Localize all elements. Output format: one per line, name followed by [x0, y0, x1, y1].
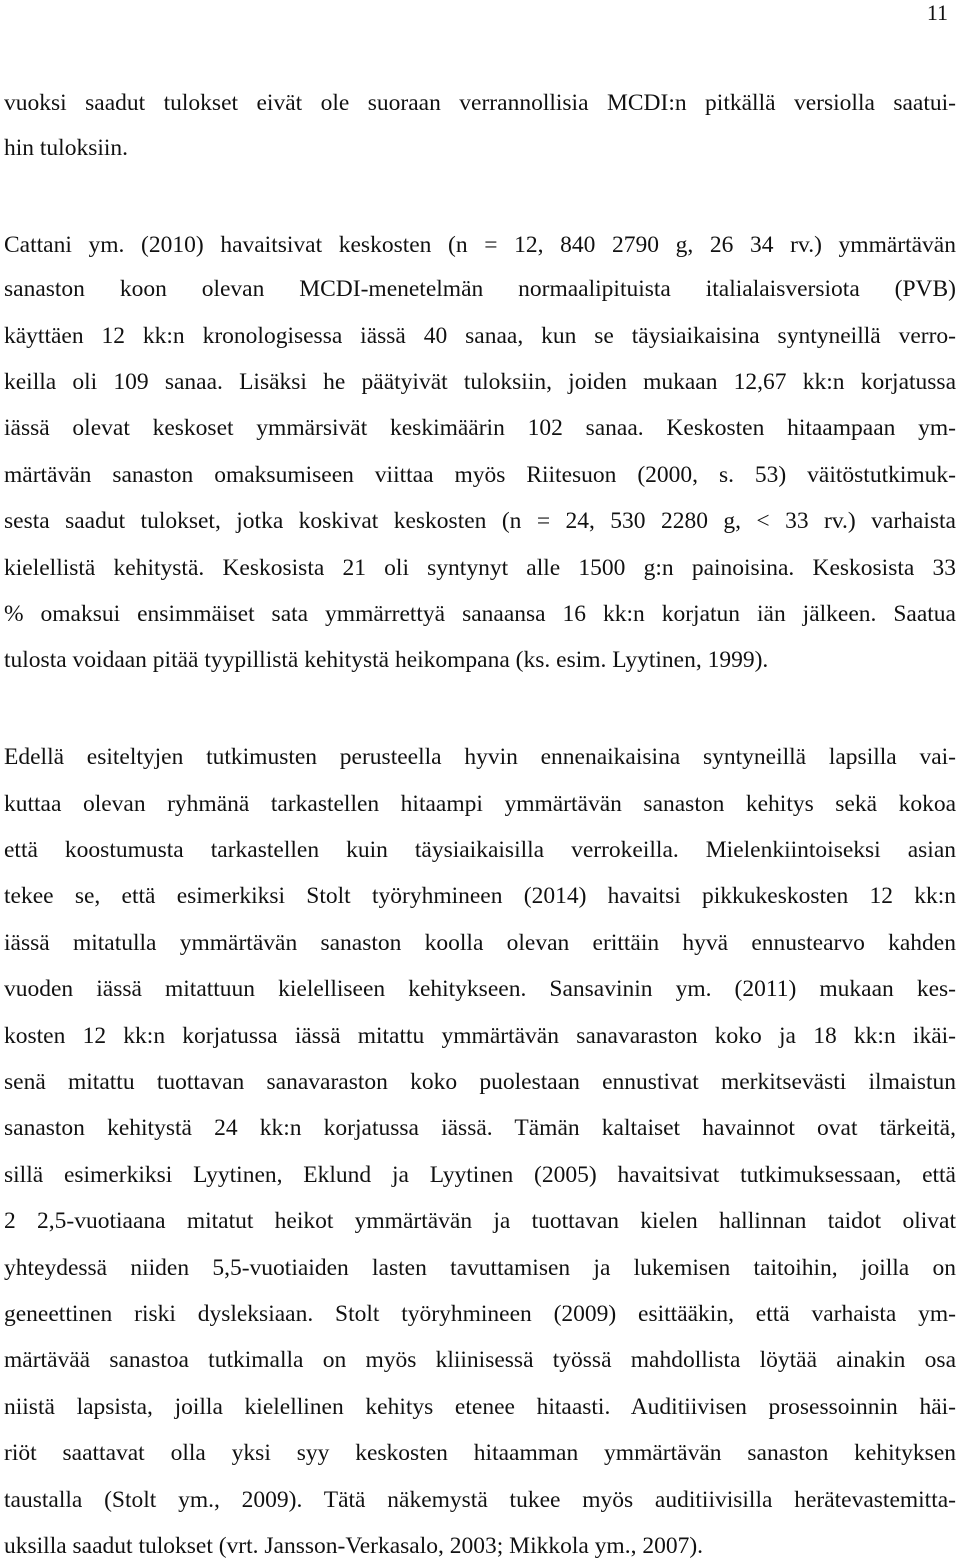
text-line: hin tuloksiin.: [4, 135, 129, 161]
text-line: iässä mitatulla ymmärtävän sanaston koolla olevan erittäin hyvä ennustearvo kahden: [4, 930, 956, 956]
text-line: Edellä esiteltyjen tutkimusten perusteella hyvin ennenaikaisina syntyneillä lapsilla vai-: [4, 744, 956, 770]
text-line: 2 2,5-vuotiaana mitatut heikot ymmärtävän ja tuottavan kielen hallinnan taidot olivat: [4, 1208, 956, 1234]
text-line: uksilla saadut tulokset (vrt. Jansson-Verkasalo, 2003; Mikkola ym., 2007).: [4, 1533, 704, 1559]
text-line: kuttaa olevan ryhmänä tarkastellen hitaampi ymmärtävän sanaston kehitys sekä kokoa: [4, 791, 956, 817]
text-line: vuoden iässä mitattuun kielelliseen kehitykseen. Sansavinin ym. (2011) mukaan kes-: [4, 976, 956, 1002]
text-line: kielellistä kehitystä. Keskosista 21 oli syntynyt alle 1500 g:n painoisina. Keskosista 33: [4, 555, 956, 581]
text-line: Cattani ym. (2010) havaitsivat keskosten (n = 12, 840 2790 g, 26 34 rv.) ymmärtävän: [4, 232, 956, 258]
text-line: sanaston kehitystä 24 kk:n korjatussa iässä. Tämän kaltaiset havainnot ovat tärkeitä,: [4, 1115, 956, 1141]
text-line: iässä olevat keskoset ymmärsivät keskimäärin 102 sanaa. Keskosten hitaampaan ym-: [4, 415, 956, 441]
text-line: riöt saattavat olla yksi syy keskosten hitaamman ymmärtävän sanaston kehityksen: [4, 1440, 956, 1466]
text-line: kosten 12 kk:n korjatussa iässä mitattu ymmärtävän sanavaraston koko ja 18 kk:n ikäi-: [4, 1023, 956, 1049]
text-line: sillä esimerkiksi Lyytinen, Eklund ja Lyytinen (2005) havaitsivat tutkimuksessaan, että: [4, 1162, 956, 1188]
text-line: geneettinen riski dysleksiaan. Stolt työryhmineen (2009) esittääkin, että varhaista ym-: [4, 1301, 956, 1327]
text-line: tekee se, että esimerkiksi Stolt työryhmineen (2014) havaitsi pikkukeskosten 12 kk:n: [4, 883, 956, 909]
text-line: sanaston koon olevan MCDI-menetelmän normaalipituista italialaisversiota (PVB): [4, 276, 956, 302]
text-line: senä mitattu tuottavan sanavaraston koko puolestaan ennustivat merkitsevästi ilmaistun: [4, 1069, 956, 1095]
text-line: vuoksi saadut tulokset eivät ole suoraan verrannollisia MCDI:n pitkällä versiolla saatui-: [4, 90, 956, 116]
text-line: käyttäen 12 kk:n kronologisessa iässä 40 sanaa, kun se täysiaikaisina syntyneillä verro-: [4, 323, 956, 349]
text-line: taustalla (Stolt ym., 2009). Tätä näkemystä tukee myös auditiivisilla herätevastemitta-: [4, 1487, 956, 1513]
text-line: yhteydessä niiden 5,5-vuotiaiden lasten tavuttamisen ja lukemisen taitoihin, joilla on: [4, 1255, 956, 1281]
text-line: niistä lapsista, joilla kielellinen kehitys etenee hitaasti. Auditiivisen prosessoinnin häi-: [4, 1394, 956, 1420]
text-line: märtävää sanastoa tutkimalla on myös kliinisessä työssä mahdollista löytää ainakin osa: [4, 1347, 956, 1373]
text-line: tulosta voidaan pitää tyypillistä kehitystä heikompana (ks. esim. Lyytinen, 1999).: [4, 647, 769, 673]
text-line: sesta saadut tulokset, jotka koskivat keskosten (n = 24, 530 2280 g, < 33 rv.) varhaista: [4, 508, 956, 534]
page-number: 11: [926, 0, 948, 25]
text-line: % omaksui ensimmäiset sata ymmärrettyä sanaansa 16 kk:n korjatun iän jälkeen. Saatua: [4, 601, 956, 627]
text-line: keilla oli 109 sanaa. Lisäksi he päätyivät tuloksiin, joiden mukaan 12,67 kk:n korjatussa: [4, 369, 956, 395]
text-line: märtävän sanaston omaksumiseen viittaa myös Riitesuon (2000, s. 53) väitöstutkimuk-: [4, 462, 956, 488]
text-line: että koostumusta tarkastellen kuin täysiaikaisilla verrokeilla. Mielenkiintoiseksi asian: [4, 837, 956, 863]
